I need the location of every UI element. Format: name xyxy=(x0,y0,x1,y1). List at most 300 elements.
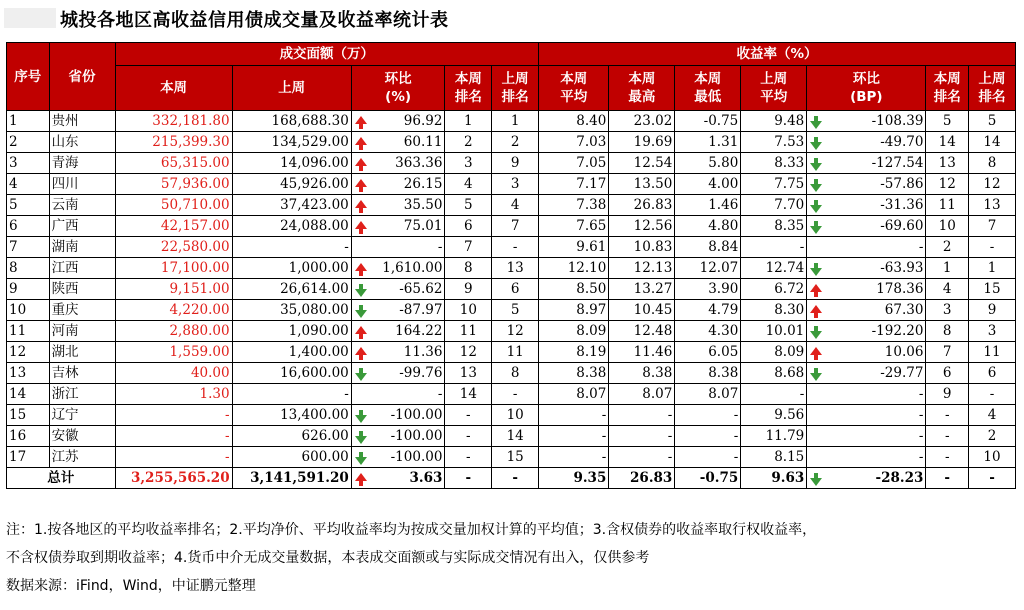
cell-yield-rank-this: 7 xyxy=(926,342,969,363)
cell-vol-last-week: 45,926.00 xyxy=(232,174,351,195)
up-arrow-icon xyxy=(355,137,367,145)
up-arrow-icon xyxy=(355,347,367,355)
cell-yield-rank-last: 11 xyxy=(969,342,1016,363)
cell-vol-rank-this: 1 xyxy=(445,111,492,132)
up-arrow-icon xyxy=(810,284,822,292)
cell-vol-rank-last: 4 xyxy=(492,195,539,216)
cell-yield-avg-last: 8.33 xyxy=(741,153,807,174)
cell-yield-max-this: 26.83 xyxy=(609,195,675,216)
cell-yield-rank-last: 9 xyxy=(969,300,1016,321)
table-row xyxy=(7,384,1016,405)
header-vol-rank-this: 本周 排名 xyxy=(445,66,492,111)
cell-yield-avg-this: 8.97 xyxy=(539,300,609,321)
cell-yield-min-this: 6.05 xyxy=(675,342,741,363)
cell-vol-qoq: 164.22 xyxy=(351,321,445,342)
down-arrow-icon xyxy=(355,310,367,318)
cell-vol-rank-this: 11 xyxy=(445,321,492,342)
cell-vol-this-week: 65,315.00 xyxy=(115,153,232,174)
down-arrow-icon xyxy=(355,436,367,444)
cell-yield-rank-this: - xyxy=(926,405,969,426)
cell-seq: 17 xyxy=(7,447,50,468)
cell-yield-qoq: -192.20 xyxy=(807,321,926,342)
cell-seq: 8 xyxy=(7,258,50,279)
cell-yield-avg-last: - xyxy=(741,237,807,258)
table-row xyxy=(7,216,1016,237)
total-vol-this-week: 3,255,565.20 xyxy=(115,468,232,489)
cell-vol-qoq: 363.36 xyxy=(351,153,445,174)
cell-yield-avg-this: - xyxy=(539,426,609,447)
total-yield-avg-last: 9.63 xyxy=(741,468,807,489)
table-row xyxy=(7,426,1016,447)
cell-seq: 11 xyxy=(7,321,50,342)
cell-province: 安徽 xyxy=(49,426,115,447)
cell-yield-qoq: - xyxy=(807,426,926,447)
cell-yield-rank-last: 14 xyxy=(969,132,1016,153)
cell-yield-avg-this: 8.09 xyxy=(539,321,609,342)
cell-vol-rank-this: 5 xyxy=(445,195,492,216)
header-yield-avg-last: 上周 平均 xyxy=(741,66,807,111)
cell-yield-avg-last: 9.56 xyxy=(741,405,807,426)
table-title: 城投各地区高收益信用债成交量及收益率统计表 xyxy=(60,10,449,31)
up-arrow-icon xyxy=(810,347,822,355)
cell-vol-last-week: 626.00 xyxy=(232,426,351,447)
cell-yield-max-this: 8.07 xyxy=(609,384,675,405)
up-arrow-icon xyxy=(355,116,367,124)
cell-vol-rank-last: - xyxy=(492,237,539,258)
up-arrow-icon xyxy=(355,473,367,481)
cell-yield-max-this: - xyxy=(609,426,675,447)
cell-vol-last-week: - xyxy=(232,237,351,258)
cell-yield-avg-last: 9.48 xyxy=(741,111,807,132)
table-row xyxy=(7,258,1016,279)
cell-yield-qoq: -63.93 xyxy=(807,258,926,279)
cell-vol-rank-last: 13 xyxy=(492,258,539,279)
cell-province: 辽宁 xyxy=(49,405,115,426)
cell-vol-qoq: 35.50 xyxy=(351,195,445,216)
cell-vol-last-week: 134,529.00 xyxy=(232,132,351,153)
cell-yield-avg-this: 7.38 xyxy=(539,195,609,216)
cell-yield-qoq: - xyxy=(807,447,926,468)
cell-vol-rank-this: - xyxy=(445,405,492,426)
cell-vol-qoq: 96.92 xyxy=(351,111,445,132)
total-yield-min-this: -0.75 xyxy=(675,468,741,489)
table-row xyxy=(7,321,1016,342)
down-arrow-icon xyxy=(810,226,822,234)
cell-yield-rank-last: 13 xyxy=(969,195,1016,216)
cell-yield-min-this: -0.75 xyxy=(675,111,741,132)
cell-yield-rank-this: - xyxy=(926,426,969,447)
cell-seq: 12 xyxy=(7,342,50,363)
table-row xyxy=(7,174,1016,195)
header-yield-rank-this: 本周 排名 xyxy=(926,66,969,111)
table-row xyxy=(7,153,1016,174)
cell-vol-rank-this: 12 xyxy=(445,342,492,363)
cell-vol-last-week: 16,600.00 xyxy=(232,363,351,384)
cell-yield-avg-this: 7.05 xyxy=(539,153,609,174)
cell-yield-avg-this: 8.19 xyxy=(539,342,609,363)
header-yield-rank-last: 上周 排名 xyxy=(969,66,1016,111)
cell-vol-rank-this: 2 xyxy=(445,132,492,153)
cell-vol-rank-last: 8 xyxy=(492,363,539,384)
total-yield-avg-this: 9.35 xyxy=(539,468,609,489)
cell-province: 吉林 xyxy=(49,363,115,384)
cell-vol-last-week: 37,423.00 xyxy=(232,195,351,216)
cell-seq: 16 xyxy=(7,426,50,447)
cell-vol-rank-last: 10 xyxy=(492,405,539,426)
cell-vol-this-week: 40.00 xyxy=(115,363,232,384)
cell-vol-rank-this: 14 xyxy=(445,384,492,405)
cell-yield-min-this: 4.79 xyxy=(675,300,741,321)
cell-yield-avg-this: 12.10 xyxy=(539,258,609,279)
down-arrow-icon xyxy=(355,373,367,381)
cell-province: 贵州 xyxy=(49,111,115,132)
cell-yield-rank-this: 10 xyxy=(926,216,969,237)
cell-yield-avg-this: 8.50 xyxy=(539,279,609,300)
cell-yield-avg-last: 8.68 xyxy=(741,363,807,384)
cell-seq: 7 xyxy=(7,237,50,258)
cell-vol-qoq: - xyxy=(351,237,445,258)
table-row xyxy=(7,237,1016,258)
cell-yield-min-this: 1.31 xyxy=(675,132,741,153)
cell-yield-max-this: 10.83 xyxy=(609,237,675,258)
cell-yield-max-this: 19.69 xyxy=(609,132,675,153)
cell-yield-avg-last: 12.74 xyxy=(741,258,807,279)
cell-seq: 2 xyxy=(7,132,50,153)
cell-yield-max-this: - xyxy=(609,447,675,468)
cell-yield-rank-this: - xyxy=(926,447,969,468)
cell-vol-this-week: 332,181.80 xyxy=(115,111,232,132)
header-vol-qoq: 环比 (%) xyxy=(351,66,445,111)
cell-vol-this-week: 9,151.00 xyxy=(115,279,232,300)
header-yield-group: 收益率（%） xyxy=(539,43,1016,66)
down-arrow-icon xyxy=(355,289,367,297)
cell-yield-qoq: 67.30 xyxy=(807,300,926,321)
cell-vol-qoq: 75.01 xyxy=(351,216,445,237)
cell-yield-qoq: -57.86 xyxy=(807,174,926,195)
cell-vol-this-week: 215,399.30 xyxy=(115,132,232,153)
cell-yield-max-this: 11.46 xyxy=(609,342,675,363)
cell-yield-avg-this: - xyxy=(539,405,609,426)
total-yield-max-this: 26.83 xyxy=(609,468,675,489)
cell-yield-qoq: -29.77 xyxy=(807,363,926,384)
cell-vol-rank-last: 12 xyxy=(492,321,539,342)
cell-seq: 6 xyxy=(7,216,50,237)
cell-vol-this-week: - xyxy=(115,426,232,447)
cell-yield-rank-this: 4 xyxy=(926,279,969,300)
table-row xyxy=(7,111,1016,132)
cell-vol-last-week: 24,088.00 xyxy=(232,216,351,237)
cell-seq: 15 xyxy=(7,405,50,426)
cell-vol-rank-this: 4 xyxy=(445,174,492,195)
cell-vol-qoq: 26.15 xyxy=(351,174,445,195)
cell-yield-min-this: 1.46 xyxy=(675,195,741,216)
cell-yield-avg-last: 8.09 xyxy=(741,342,807,363)
cell-vol-last-week: 13,400.00 xyxy=(232,405,351,426)
cell-vol-qoq: 60.11 xyxy=(351,132,445,153)
cell-yield-qoq: -31.36 xyxy=(807,195,926,216)
header-yield-qoq: 环比 (BP) xyxy=(807,66,926,111)
table-row xyxy=(7,300,1016,321)
cell-vol-qoq: 1,610.00 xyxy=(351,258,445,279)
cell-yield-avg-last: 8.15 xyxy=(741,447,807,468)
cell-vol-this-week: 1,559.00 xyxy=(115,342,232,363)
cell-vol-this-week: 57,936.00 xyxy=(115,174,232,195)
down-arrow-icon xyxy=(810,142,822,150)
cell-vol-last-week: 35,080.00 xyxy=(232,300,351,321)
header-yield-avg-this: 本周 平均 xyxy=(539,66,609,111)
table-row xyxy=(7,279,1016,300)
cell-yield-max-this: 12.56 xyxy=(609,216,675,237)
table-row xyxy=(7,195,1016,216)
cell-yield-max-this: 8.38 xyxy=(609,363,675,384)
cell-yield-rank-this: 6 xyxy=(926,363,969,384)
cell-vol-rank-this: - xyxy=(445,447,492,468)
cell-vol-this-week: 4,220.00 xyxy=(115,300,232,321)
cell-yield-avg-last: 8.35 xyxy=(741,216,807,237)
cell-vol-rank-this: 10 xyxy=(445,300,492,321)
cell-yield-min-this: 12.07 xyxy=(675,258,741,279)
cell-yield-avg-last: 11.79 xyxy=(741,426,807,447)
total-row xyxy=(7,468,1016,489)
cell-vol-rank-last: 9 xyxy=(492,153,539,174)
cell-yield-max-this: 13.27 xyxy=(609,279,675,300)
cell-vol-rank-this: 7 xyxy=(445,237,492,258)
cell-yield-avg-this: 8.40 xyxy=(539,111,609,132)
cell-yield-rank-last: 7 xyxy=(969,216,1016,237)
cell-yield-rank-last: 15 xyxy=(969,279,1016,300)
stats-table xyxy=(6,42,1016,489)
cell-yield-avg-this: 7.03 xyxy=(539,132,609,153)
down-arrow-icon xyxy=(810,121,822,129)
cell-yield-rank-last: 8 xyxy=(969,153,1016,174)
up-arrow-icon xyxy=(810,305,822,313)
cell-province: 湖南 xyxy=(49,237,115,258)
cell-yield-avg-last: 7.70 xyxy=(741,195,807,216)
cell-yield-max-this: 13.50 xyxy=(609,174,675,195)
cell-seq: 14 xyxy=(7,384,50,405)
cell-yield-min-this: 3.90 xyxy=(675,279,741,300)
cell-yield-min-this: 4.30 xyxy=(675,321,741,342)
cell-yield-avg-this: 8.07 xyxy=(539,384,609,405)
cell-yield-avg-this: 7.17 xyxy=(539,174,609,195)
cell-vol-rank-this: - xyxy=(445,426,492,447)
note-line-2: 不含权债券取到期收益率；4.货币中介无成交量数据，本表成交面额或与实际成交情况有出入，仅供参考 xyxy=(6,550,650,566)
cell-yield-min-this: - xyxy=(675,405,741,426)
cell-yield-qoq: 178.36 xyxy=(807,279,926,300)
total-vol-last-week: 3,141,591.20 xyxy=(232,468,351,489)
cell-yield-qoq: 10.06 xyxy=(807,342,926,363)
up-arrow-icon xyxy=(355,200,367,208)
cell-seq: 5 xyxy=(7,195,50,216)
cell-vol-rank-last: 15 xyxy=(492,447,539,468)
cell-vol-qoq: -99.76 xyxy=(351,363,445,384)
header-yield-max-this: 本周 最高 xyxy=(609,66,675,111)
cell-vol-rank-last: 6 xyxy=(492,279,539,300)
cell-seq: 10 xyxy=(7,300,50,321)
header-vol-last-week: 上周 xyxy=(232,66,351,111)
cell-vol-this-week: 17,100.00 xyxy=(115,258,232,279)
cell-yield-min-this: 8.84 xyxy=(675,237,741,258)
cell-vol-rank-this: 3 xyxy=(445,153,492,174)
cell-province: 陕西 xyxy=(49,279,115,300)
cell-vol-last-week: 14,096.00 xyxy=(232,153,351,174)
cell-vol-last-week: 1,000.00 xyxy=(232,258,351,279)
cell-yield-avg-last: 6.72 xyxy=(741,279,807,300)
cell-yield-min-this: 4.80 xyxy=(675,216,741,237)
cell-yield-rank-last: 10 xyxy=(969,447,1016,468)
cell-vol-qoq: -87.97 xyxy=(351,300,445,321)
cell-vol-this-week: 22,580.00 xyxy=(115,237,232,258)
cell-yield-max-this: 12.48 xyxy=(609,321,675,342)
cell-yield-rank-last: 3 xyxy=(969,321,1016,342)
cell-vol-qoq: - xyxy=(351,384,445,405)
cell-vol-rank-last: - xyxy=(492,384,539,405)
cell-yield-rank-last: 4 xyxy=(969,405,1016,426)
cell-yield-min-this: 8.07 xyxy=(675,384,741,405)
table-row xyxy=(7,447,1016,468)
cell-yield-rank-last: 2 xyxy=(969,426,1016,447)
cell-yield-avg-last: 7.53 xyxy=(741,132,807,153)
cell-yield-rank-last: - xyxy=(969,237,1016,258)
cell-seq: 4 xyxy=(7,174,50,195)
cell-yield-max-this: - xyxy=(609,405,675,426)
cell-yield-rank-last: 12 xyxy=(969,174,1016,195)
header-vol-this-week: 本周 xyxy=(115,66,232,111)
cell-vol-last-week: - xyxy=(232,384,351,405)
cell-yield-rank-this: 12 xyxy=(926,174,969,195)
cell-vol-rank-this: 8 xyxy=(445,258,492,279)
total-label: 总计 xyxy=(7,468,116,489)
cell-yield-qoq: -49.70 xyxy=(807,132,926,153)
total-yield-rank-last: - xyxy=(969,468,1016,489)
cell-province: 江西 xyxy=(49,258,115,279)
up-arrow-icon xyxy=(355,263,367,271)
cell-yield-qoq: -69.60 xyxy=(807,216,926,237)
cell-vol-last-week: 26,614.00 xyxy=(232,279,351,300)
cell-vol-rank-last: 7 xyxy=(492,216,539,237)
cell-yield-rank-last: 1 xyxy=(969,258,1016,279)
cell-yield-avg-this: 8.38 xyxy=(539,363,609,384)
cell-vol-rank-last: 11 xyxy=(492,342,539,363)
header-vol-rank-last: 上周 排名 xyxy=(492,66,539,111)
table-row xyxy=(7,363,1016,384)
footnotes xyxy=(6,516,1016,600)
table-row xyxy=(7,342,1016,363)
cell-vol-this-week: - xyxy=(115,405,232,426)
cell-yield-max-this: 12.54 xyxy=(609,153,675,174)
cell-province: 湖北 xyxy=(49,342,115,363)
cell-vol-rank-last: 1 xyxy=(492,111,539,132)
cell-province: 浙江 xyxy=(49,384,115,405)
cell-yield-rank-this: 2 xyxy=(926,237,969,258)
cell-yield-max-this: 12.13 xyxy=(609,258,675,279)
cell-vol-rank-last: 2 xyxy=(492,132,539,153)
cell-vol-this-week: - xyxy=(115,447,232,468)
cell-province: 云南 xyxy=(49,195,115,216)
cell-yield-min-this: 4.00 xyxy=(675,174,741,195)
cell-province: 山东 xyxy=(49,132,115,153)
cell-province: 河南 xyxy=(49,321,115,342)
cell-seq: 13 xyxy=(7,363,50,384)
cell-yield-avg-last: - xyxy=(741,384,807,405)
cell-vol-last-week: 1,090.00 xyxy=(232,321,351,342)
down-arrow-icon xyxy=(810,163,822,171)
down-arrow-icon xyxy=(355,415,367,423)
cell-yield-rank-this: 3 xyxy=(926,300,969,321)
title-decoration xyxy=(4,8,56,28)
cell-vol-this-week: 42,157.00 xyxy=(115,216,232,237)
cell-yield-rank-this: 8 xyxy=(926,321,969,342)
cell-vol-last-week: 600.00 xyxy=(232,447,351,468)
up-arrow-icon xyxy=(355,221,367,229)
cell-yield-rank-this: 11 xyxy=(926,195,969,216)
cell-yield-max-this: 23.02 xyxy=(609,111,675,132)
up-arrow-icon xyxy=(355,179,367,187)
cell-seq: 3 xyxy=(7,153,50,174)
up-arrow-icon xyxy=(355,326,367,334)
cell-vol-rank-this: 13 xyxy=(445,363,492,384)
cell-vol-last-week: 168,688.30 xyxy=(232,111,351,132)
cell-yield-avg-this: 9.61 xyxy=(539,237,609,258)
cell-yield-avg-last: 7.75 xyxy=(741,174,807,195)
cell-yield-rank-last: - xyxy=(969,384,1016,405)
cell-vol-rank-last: 14 xyxy=(492,426,539,447)
cell-yield-rank-last: 5 xyxy=(969,111,1016,132)
cell-vol-qoq: 11.36 xyxy=(351,342,445,363)
cell-province: 重庆 xyxy=(49,300,115,321)
cell-vol-qoq: -65.62 xyxy=(351,279,445,300)
cell-yield-rank-last: 6 xyxy=(969,363,1016,384)
cell-yield-rank-this: 1 xyxy=(926,258,969,279)
total-yield-qoq: -28.23 xyxy=(807,468,926,489)
cell-yield-rank-this: 14 xyxy=(926,132,969,153)
down-arrow-icon xyxy=(355,457,367,465)
cell-yield-qoq: -127.54 xyxy=(807,153,926,174)
total-vol-rank-last: - xyxy=(492,468,539,489)
cell-yield-avg-this: 7.65 xyxy=(539,216,609,237)
cell-vol-rank-this: 9 xyxy=(445,279,492,300)
down-arrow-icon xyxy=(810,373,822,381)
header-seq: 序号 xyxy=(7,43,50,111)
header-province: 省份 xyxy=(49,43,115,111)
cell-vol-qoq: -100.00 xyxy=(351,447,445,468)
down-arrow-icon xyxy=(810,331,822,339)
cell-vol-rank-last: 5 xyxy=(492,300,539,321)
cell-vol-qoq: -100.00 xyxy=(351,405,445,426)
cell-seq: 9 xyxy=(7,279,50,300)
total-vol-rank-this: - xyxy=(445,468,492,489)
cell-yield-avg-this: - xyxy=(539,447,609,468)
header-volume-group: 成交面额（万） xyxy=(115,43,539,66)
cell-yield-rank-this: 9 xyxy=(926,384,969,405)
table-body xyxy=(7,111,1016,489)
header-yield-min-this: 本周 最低 xyxy=(675,66,741,111)
cell-province: 江苏 xyxy=(49,447,115,468)
table-row xyxy=(7,405,1016,426)
cell-yield-max-this: 10.45 xyxy=(609,300,675,321)
total-yield-rank-this: - xyxy=(926,468,969,489)
cell-province: 广西 xyxy=(49,216,115,237)
table-row xyxy=(7,132,1016,153)
down-arrow-icon xyxy=(810,184,822,192)
cell-yield-min-this: - xyxy=(675,447,741,468)
cell-province: 四川 xyxy=(49,174,115,195)
down-arrow-icon xyxy=(810,205,822,213)
cell-yield-qoq: -108.39 xyxy=(807,111,926,132)
cell-province: 青海 xyxy=(49,153,115,174)
cell-vol-rank-this: 6 xyxy=(445,216,492,237)
data-source: 数据来源：iFind，Wind，中证鹏元整理 xyxy=(6,578,256,594)
